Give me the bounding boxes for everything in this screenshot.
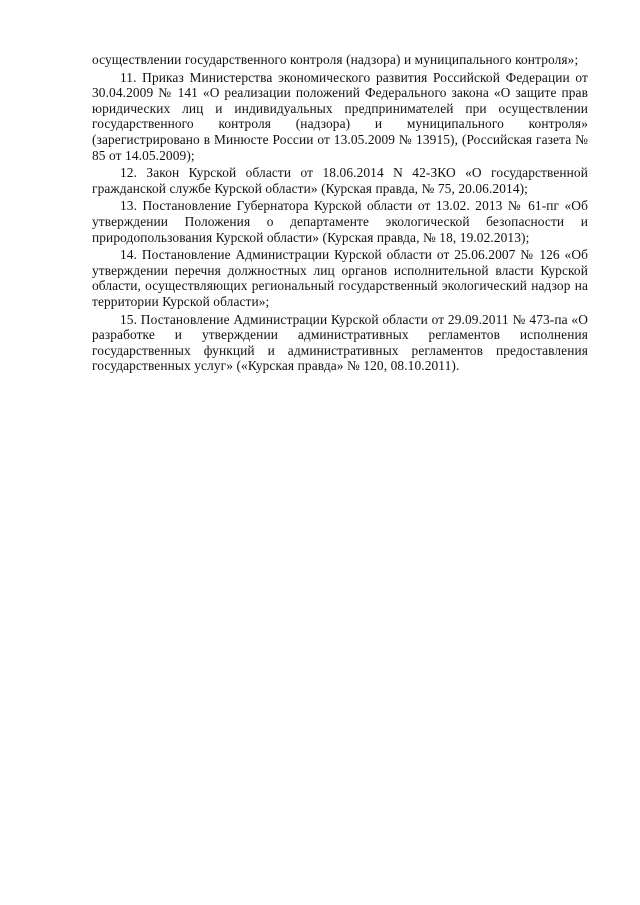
paragraph-text: 11. Приказ Министерства экономического развития Российской Федерации от 30.04.2009 № 141 «О реализации положений Федерального закона «О защите прав юридических лиц и индивидуальных предпринимателей при осуществлении государственного контроля (надзора) и муниципального контроля» (зарегистрировано в Минюсте России от 13.05.2009 № 13915), (Российская газета № 85 от 14.05.2009); <box>92 69 588 163</box>
paragraph-item-15 <box>92 312 588 374</box>
paragraph-item-11 <box>92 70 588 164</box>
paragraph-text: 14. Постановление Администрации Курской области от 25.06.2007 № 126 «Об утверждении перечня должностных лиц органов исполнительной власти Курской области, осуществляющих региональный государственный экологический надзор на территории Курской области»; <box>92 247 588 309</box>
paragraph-item-12 <box>92 165 588 196</box>
paragraph-item-13 <box>92 198 588 245</box>
paragraph-text: 13. Постановление Губернатора Курской области от 13.02. 2013 № 61-пг «Об утверждении Положения о департаменте экологической безопасности и природопользования Курской области» (Курская правда, № 18, 19.02.2013); <box>92 198 588 245</box>
paragraph-text: 15. Постановление Администрации Курской области от 29.09.2011 № 473-па «О разработке и утверждении административных регламентов исполнения государственных функций и административных регламентов предоставления государственных услуг» («Курская правда» № 120, 08.10.2011). <box>92 311 588 374</box>
paragraph-continuation <box>92 52 588 68</box>
paragraph-text: осуществлении государственного контроля (надзора) и муниципального контроля»; <box>92 52 579 67</box>
paragraph-item-14 <box>92 247 588 309</box>
paragraph-text: 12. Закон Курской области от 18.06.2014 N 42-ЗКО «О государственной гражданской службе Курской области» (Курская правда, № 75, 20.06.2014); <box>92 165 588 196</box>
